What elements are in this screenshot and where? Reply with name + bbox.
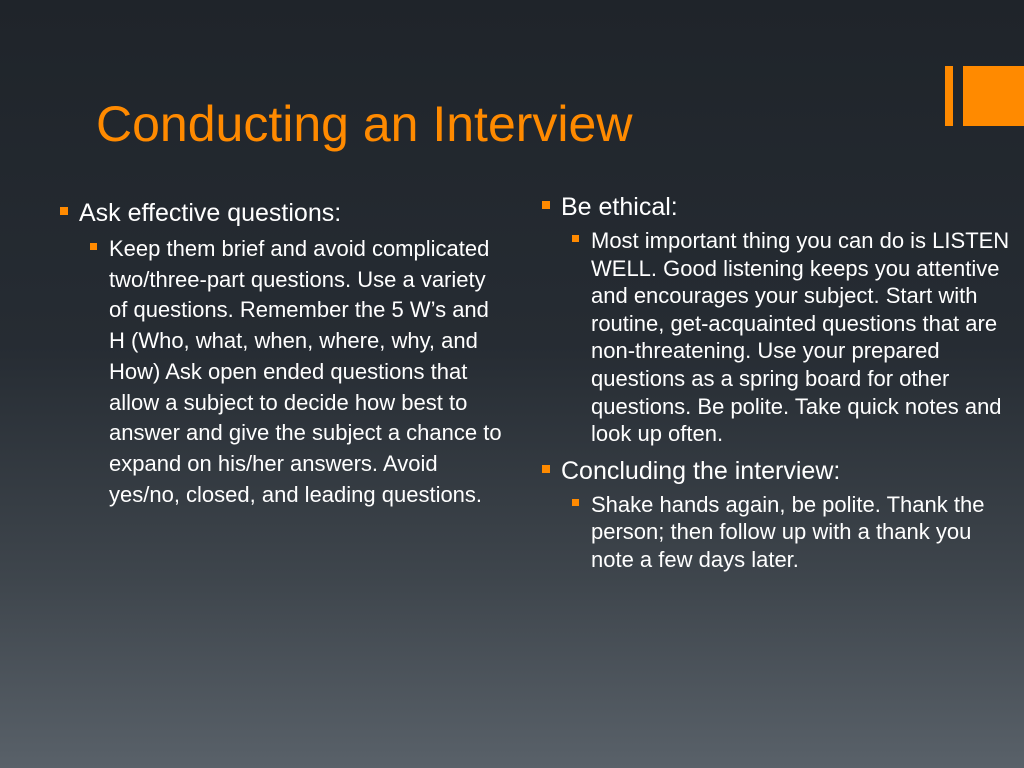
slide-title: Conducting an Interview [96,96,633,152]
right-column [538,192,1018,574]
bullet-level1 [538,192,1018,222]
bullet-level2 [86,234,504,510]
bullet-heading: Be ethical: [561,193,678,221]
bullet-body: Shake hands again, be polite. Thank the person; then follow up with a thank you note a few days later. [591,491,985,572]
bullet-level1 [538,456,1018,486]
bullet-heading: Ask effective questions: [79,199,342,227]
square-bullet-icon [90,243,97,250]
left-column [56,198,504,510]
bullet-body: Most important thing you can do is LISTEN WELL. Good listening keeps you attentive and encourages your subject. Start with routine, get-acquainted questions that are non-threatening. Use your prepared questions as a spring board for other questions. Be polite. Take quick notes and look up often. [591,228,1010,447]
square-bullet-icon [60,207,68,215]
square-bullet-icon [572,499,579,506]
bullet-level2 [568,227,1018,448]
square-bullet-icon [542,465,550,473]
square-bullet-icon [542,201,550,209]
bullet-heading: Concluding the interview: [561,456,841,485]
square-bullet-icon [572,235,579,242]
accent-bar-thin [945,66,953,126]
bullet-body: Keep them brief and avoid complicated two/three-part questions. Use a variety of questions. Remember the 5 W’s and H (Who, what, when, where, why, and How) Ask open ended questions that allow a subject to decide how best to answer and give the subject a chance to expand on his/her answers. Avoid yes/no, closed, and leading questions. [109,236,502,507]
accent-bar-thick [963,66,1024,126]
bullet-level1 [56,198,504,228]
bullet-level2 [568,491,1018,574]
